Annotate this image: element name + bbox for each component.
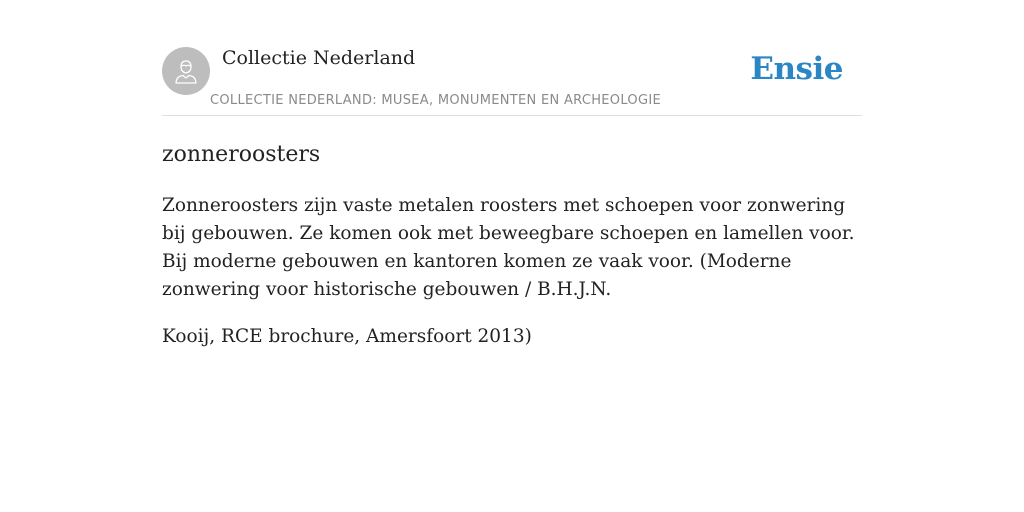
entry-source: Kooij, RCE brochure, Amersfoort 2013) [162, 326, 532, 347]
author-avatar[interactable] [162, 47, 210, 95]
user-silhouette-icon [171, 56, 201, 86]
author-subtitle: COLLECTIE NEDERLAND: MUSEA, MONUMENTEN EN ARCHEOLOGIE [210, 93, 661, 108]
page-container [162, 0, 862, 347]
ensie-logo[interactable]: Ensie [750, 51, 843, 87]
entry-definition: Zonneroosters zijn vaste metalen roosters met schoepen voor zonwering bij gebouwen. Ze komen ook met beweegbare schoepen en lamellen voor. Bij moderne gebouwen en kantoren komen ze vaak voor. (Moderne zonwering voor historische gebouwen / B.H.J.N. [162, 195, 855, 300]
entry-term-title: zonneroosters [162, 142, 321, 167]
author-name-link[interactable]: Collectie Nederland [222, 47, 416, 69]
entry-header [162, 0, 862, 116]
